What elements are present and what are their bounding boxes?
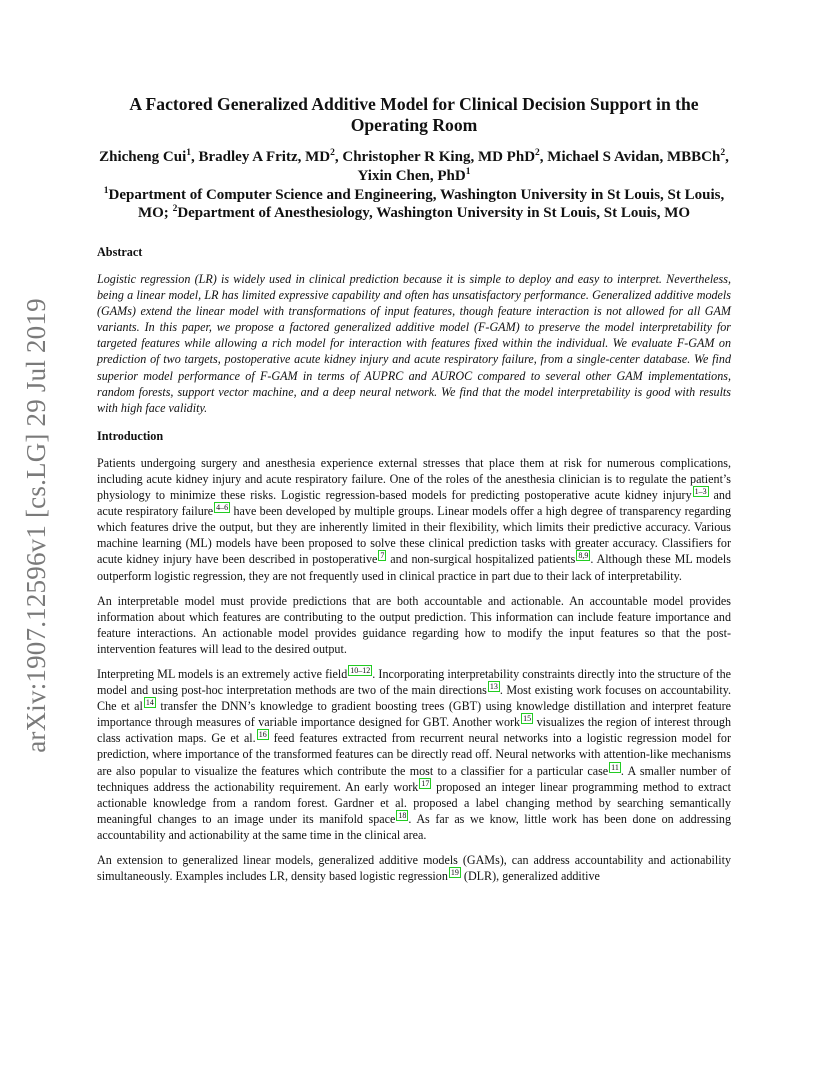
abstract-text: Logistic regression (LR) is widely used in clinical prediction because it is simple to deploy and easy to interpret. Nevertheless, being a linear model, LR has limited expressive capability and often has unsatisfactory performance. Generalized additive models (GAMs) extend the linear model with transformations of input features, though feature interaction is not allowed for all GAM variants. In this paper, we propose a factored generalized additive model (F-GAM) to preserve the model interpretability for targeted features while allowing a rich model for interaction with features fixed within the individual. We evaluate F-GAM on prediction of two targets, postoperative acute kidney injury and acute respiratory failure, from a single-center database. We find superior model performance of F-GAM in terms of AUPRC and AUROC compared to several other GAM implementations, random forests, support vector machine, and a deep neural network. We find that the model interpretability is good with results with high face validity. [97, 272, 731, 415]
citation-link[interactable]: 14 [145, 698, 154, 708]
abstract-heading: Abstract [97, 245, 143, 259]
intro-paragraph-1: Patients undergoing surgery and anesthesia experience external stresses that place them at risk for numerous complications, including acute kidney injury and acute respiratory failure. One of the roles of the anesthesia clinician is to regulate the patient’s physiology to minimize these risks. Logistic regression-based models for predicting postoperative acute kidney injury $^{1-3}$ and acute respiratory failure $^{4-6}$ have been developed by multiple groups. Linear models offer a high degree of transparency regarding which features drive the output, but they are inherently limited in their flexibility, which limits their predictive accuracy. Various machine learning (ML) models have been proposed to solve these clinical prediction tasks with greater accuracy. Classifiers for acute kidney injury have been described in postoperative $^7$ and non-surgical hospitalized patients $^{8,9}$ . Although these ML models outperform logistic regression, they are not frequently used in clinical practice in part due to their lack of interpretability. [97, 455, 732, 583]
introduction-heading: Introduction [97, 428, 164, 443]
paper-page [97, 94, 731, 884]
arxiv-identifier-text: arXiv:1907.12596v1 [cs.LG] 29 Jul 2019 [20, 297, 51, 753]
author-list: Zhicheng Cui$^1$, Bradley A Fritz, $MD^2$, Christopher R King, MD PhD$^2$, Michael S Avidan, MBBCh$^2$, Yixin Chen, PhD$^1$ [99, 148, 729, 184]
citation-link[interactable]: 16 [258, 730, 267, 740]
intro-paragraph-2: An interpretable model must provide predictions that are both accountable and actionable. An accountable model provides information about which features are contributing to the output prediction. This information can include feature importance and feature interactions. An actionable model provides guidance regarding how to modify the input features so that the post-intervention features will lead to the desired output. [97, 593, 731, 656]
citation-link[interactable]: 15 [523, 714, 532, 724]
citation-link[interactable]: 13 [489, 682, 498, 692]
arxiv-identifier [20, 294, 52, 756]
affiliations: $^1$Department of Computer Science and Engineering, Washington University in St Louis, St Louis, MO; $^2$Department of Anesthesiology, Washington University in St Louis, St Louis, MO [103, 186, 725, 221]
intro-paragraph-3: Interpreting ML models is an extremely active field $^{10-12}$ . Incorporating interpretability constraints directly into the structure of the model and using post-hoc interpretation methods are two of the main directions $^{13}$ . Most existing work focuses on accountability. Che et al $^{14}$ transfer the DNN’s knowledge to gradient boosting trees (GBT) using knowledge distillation and interpret feature importance through measures of variable importance designed for GBT. Another work $^{15}$ visualizes the region of interest through class activation maps. Ge et al. $^{16}$ feed features extracted from recurrent neural networks into a logistic regression model for prediction, where importance of the transformed features can be directly read off. Neural networks with attention-like mechanisms are also popular to visualize the features which contribute the most to a classifier for a particular case $^{11}$ . A smaller number of techniques address the actionability requirement. An early work $^{17}$ proposed an integer linear programming method to extract actionable knowledge from a random forest. Gardner et al. proposed a label changing method by searching semantically meaningful changes to an image under its manifold space $^{18}$ . As far as we know, little work has been done on addressing accountability and actionability at the same time in the clinical area. [97, 665, 732, 842]
citation-link[interactable]: 19 [450, 868, 459, 878]
citation-link[interactable]: 17 [421, 778, 430, 788]
intro-paragraph-4: An extension to generalized linear models, generalized additive models (GAMs), can address accountability and actionability simultaneously. Examples includes LR, density based logistic regression $^{19}$ (DLR), generalized additive [97, 853, 731, 884]
citation-link[interactable]: 18 [398, 810, 407, 820]
citation-link[interactable]: 7 [380, 551, 385, 561]
citation-link[interactable]: 4–6 [216, 503, 229, 513]
citation-link[interactable]: 8,9 [578, 551, 589, 561]
citation-link[interactable]: 1–3 [694, 487, 707, 496]
paper-title: A Factored Generalized Additive Model for Clinical Decision Support in the Operating Room [129, 94, 699, 135]
citation-link[interactable]: 11 [611, 762, 619, 772]
citation-link[interactable]: 10–12 [350, 665, 371, 675]
